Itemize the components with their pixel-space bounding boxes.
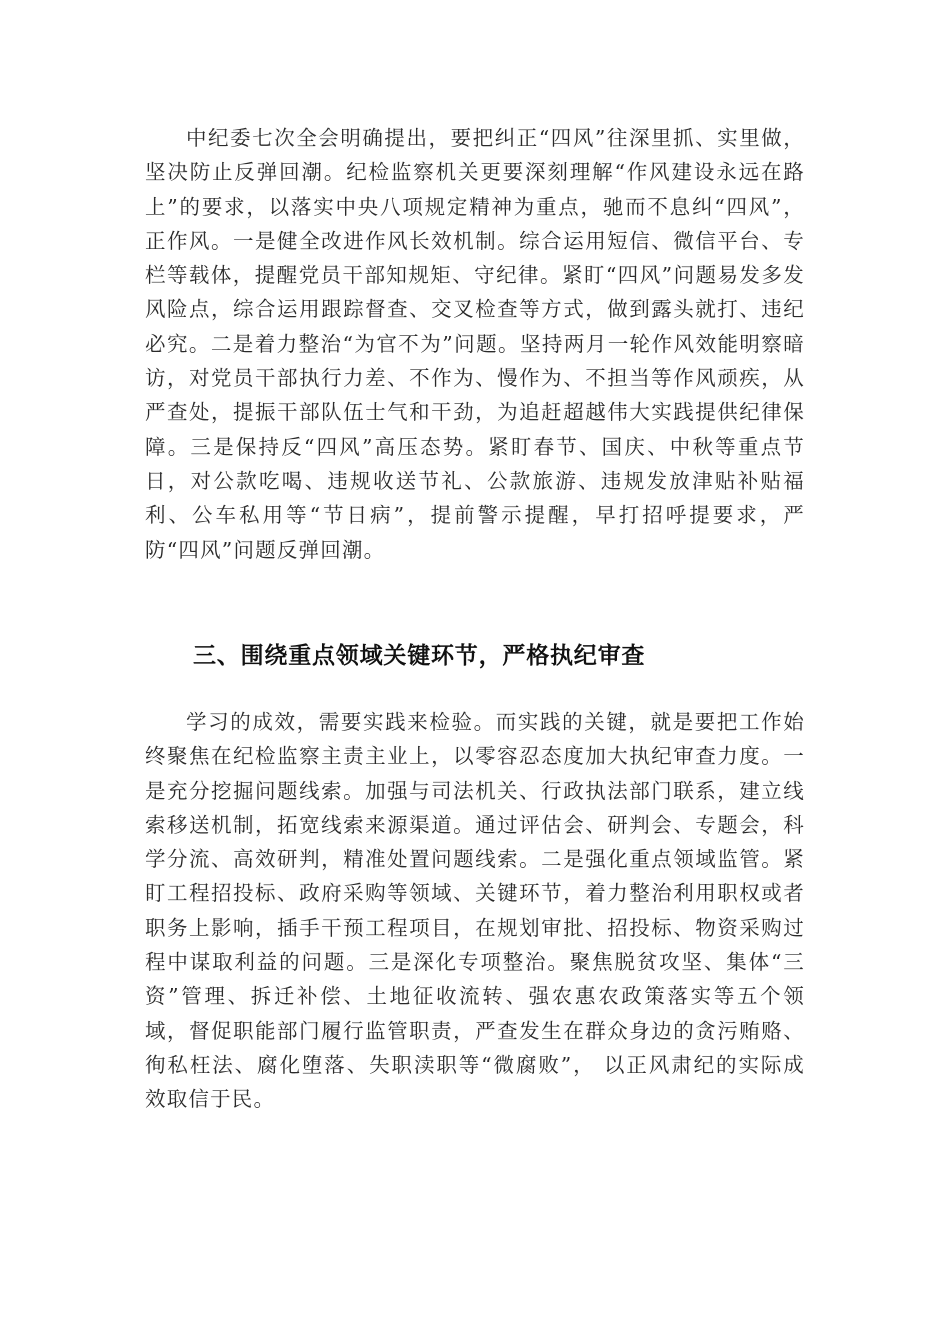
body-paragraph-four-winds: 中纪委七次全会明确提出，要把纠正“四风”往深里抓、实里做，坚决防止反弹回潮。纪检监察机关更要深刻理解“作风建设永远在路上”的要求，以落实中央八项规定精神为重点，驰而不息纠“四风”，正作风。一是健全改进作风长效机制。综合运用短信、微信平台、专栏等载体，提醒党员干部知规矩、守纪律。紧盯“四风”问题易发多发风险点，综合运用跟踪督查、交叉检查等方式，做到露头就打、违纪必究。二是着力整治“为官不为”问题。坚持两月一轮作风效能明察暗访，对党员干部执行力差、不作为、慢作为、不担当等作风顽疾，从严查处，提振干部队伍士气和干劲，为追赶超越伟大实践提供纪律保障。三是保持反“四风”高压态势。紧盯春节、国庆、中秋等重点节日，对公款吃喝、违规收送节礼、公款旅游、违规发放津贴补贴福利、公车私用等“节日病”，提前警示提醒，早打招呼提要求，严防“四风”问题反弹回潮。: [145, 126, 805, 562]
body-paragraph-discipline-review: 学习的成效，需要实践来检验。而实践的关键，就是要把工作始终聚焦在纪检监察主责主业上，以零容忍态度加大执纪审查力度。一是充分挖掘问题线索。加强与司法机关、行政执法部门联系，建立线索移送机制，拓宽线索来源渠道。通过评估会、研判会、专题会，科学分流、高效研判，精准处置问题线索。二是强化重点领域监管。紧盯工程招投标、政府采购等领域、关键环节，着力整治利用职权或者职务上影响，插手干预工程项目，在规划审批、招投标、物资采购过程中谋取利益的问题。三是深化专项整治。聚焦脱贫攻坚、集体“三资”管理、拆迁补偿、土地征收流转、强农惠农政策落实等五个领域，督促职能部门履行监管职责，严查发生在群众身边的贪污贿赂、徇私枉法、腐化堕落、失职渎职等“微腐败”， 以正风肃纪的实际成效取信于民。: [145, 710, 805, 1112]
section-heading-3: 三、围绕重点领域关键环节，严格执纪审查: [193, 643, 646, 669]
